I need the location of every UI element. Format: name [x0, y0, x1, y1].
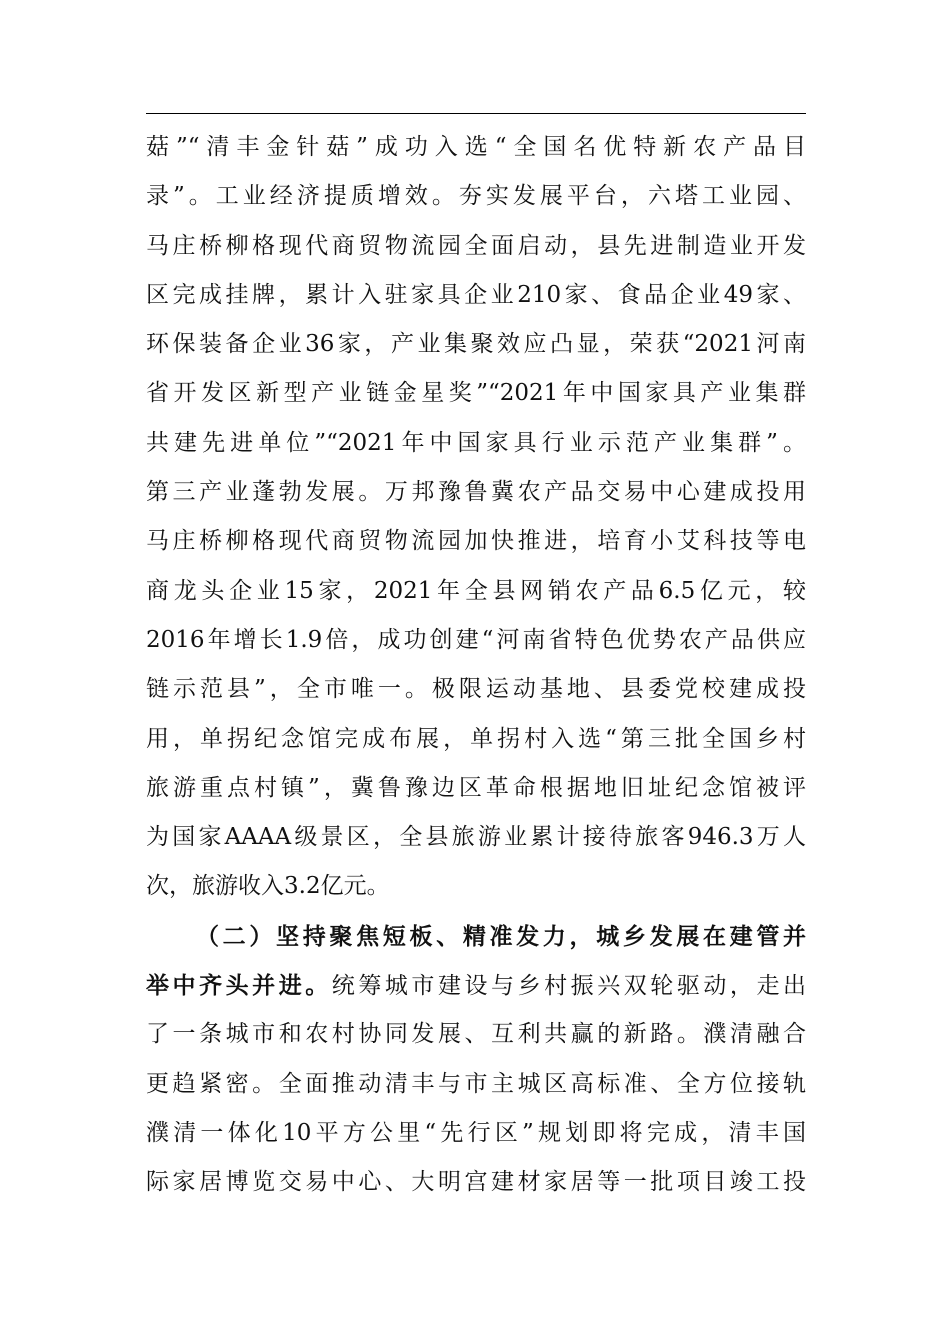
- paragraph-1: [146, 123, 806, 912]
- text-run: 濮清一体化10平方公里“先行区”规划即将完成，清丰国: [146, 1119, 806, 1146]
- text-run: 第三产业蓬勃发展。万邦豫鲁冀农产品交易中心建成投用: [146, 479, 806, 506]
- text-run: 马庄桥柳格现代商贸物流园加快推进，培育小艾科技等电: [146, 528, 806, 555]
- text-run: 际家居博览交易中心、大明宫建材家居等一批项目竣工投: [146, 1169, 806, 1196]
- text-run: 为国家AAAA级景区，全县旅游业累计接待旅客946.3万人: [146, 824, 806, 851]
- text-line: [146, 961, 806, 1010]
- section-heading: （二）坚持聚焦短板、精准发力，城乡发展在建管并: [196, 922, 806, 950]
- text-run: 更趋紧密。全面推动清丰与市主城区高标准、全方位接轨: [146, 1070, 806, 1097]
- text-run: 共建先进单位”“2021年中国家具行业示范产业集群”。: [146, 429, 806, 456]
- document-body: [146, 123, 806, 1208]
- text-line: [146, 715, 806, 764]
- text-line: [146, 813, 806, 862]
- text-run: 马庄桥柳格现代商贸物流园全面启动，县先进制造业开发: [146, 232, 806, 259]
- text-line: [146, 271, 806, 320]
- text-run: 用，单拐纪念馆完成布展，单拐村入选“第三批全国乡村: [146, 725, 806, 752]
- text-run: 菇”“清丰金针菇”成功入选“全国名优特新农产品目: [146, 134, 806, 160]
- header-rule: [146, 113, 806, 114]
- text-line: [146, 567, 806, 616]
- text-line: [146, 912, 806, 961]
- text-run: 录”。工业经济提质增效。夯实发展平台，六塔工业园、: [146, 183, 806, 210]
- text-run: 环保装备企业36家，产业集聚效应凸显，荣获“2021河南: [146, 331, 806, 358]
- text-run: 统筹城市建设与乡村振兴双轮驱动，走出: [331, 973, 806, 1000]
- text-line: [146, 517, 806, 566]
- text-line: [146, 1010, 806, 1059]
- paragraph-2: [146, 912, 806, 1208]
- text-line: [146, 172, 806, 221]
- text-run: 商龙头企业15家，2021年全县网销农产品6.5亿元，较: [146, 577, 806, 604]
- text-line: [146, 320, 806, 369]
- text-run: 省开发区新型产业链金星奖”“2021年中国家具产业集群: [146, 380, 806, 407]
- text-line: [146, 616, 806, 665]
- text-line: [146, 764, 806, 813]
- text-run: 旅游重点村镇”，冀鲁豫边区革命根据地旧址纪念馆被评: [146, 774, 806, 801]
- text-line: [146, 222, 806, 271]
- text-line: [146, 862, 806, 911]
- text-line: [146, 665, 806, 714]
- text-line: [146, 1158, 806, 1207]
- text-line: [146, 1109, 806, 1158]
- text-run: 了一条城市和农村协同发展、互利共赢的新路。濮清融合: [146, 1021, 806, 1048]
- text-run: 2016年增长1.9倍，成功创建“河南省特色优势农产品供应: [146, 626, 806, 653]
- text-line: [146, 1060, 806, 1109]
- section-heading: 举中齐头并进。: [146, 972, 332, 1000]
- text-line: [146, 419, 806, 468]
- text-line: [146, 123, 806, 172]
- text-run: 链示范县”，全市唯一。极限运动基地、县委党校建成投: [146, 676, 806, 703]
- text-run: 区完成挂牌，累计入驻家具企业210家、食品企业49家、: [146, 281, 806, 308]
- text-line: [146, 468, 806, 517]
- text-run: 次，旅游收入3.2亿元。: [146, 873, 390, 900]
- text-line: [146, 369, 806, 418]
